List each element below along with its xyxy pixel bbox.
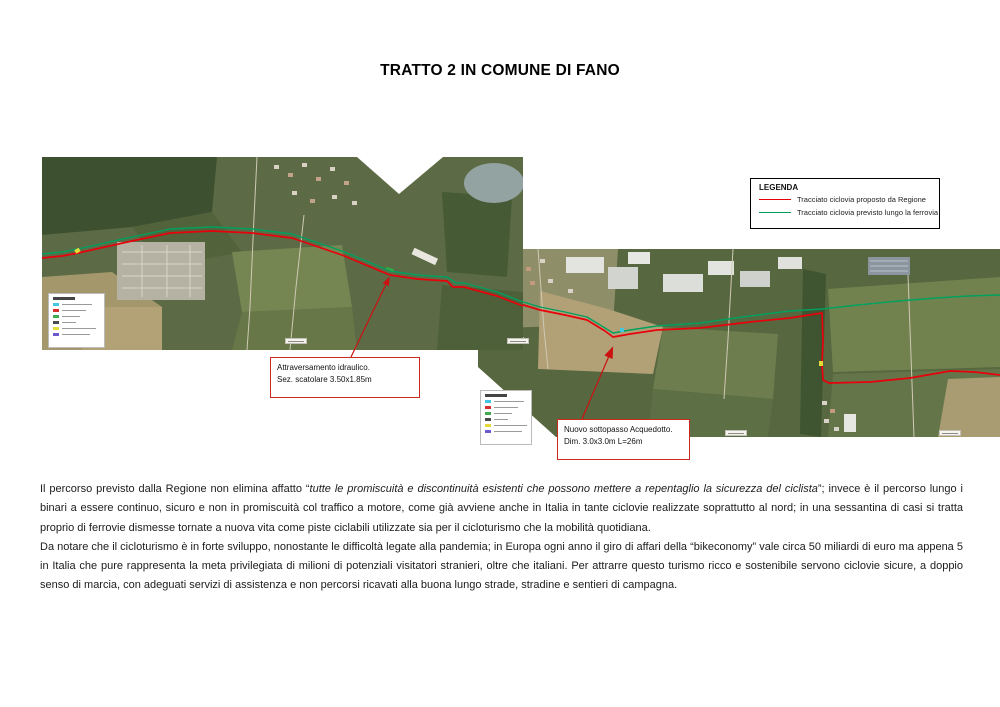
mini-legend-chip (485, 406, 491, 409)
map-right-art (478, 249, 1000, 437)
mini-legend-chip (485, 418, 491, 421)
mini-legend-chip (53, 303, 59, 306)
para1-italic-quote: tutte le promiscuità e discontinuità esistenti che possono mettere a repentaglio la sicurezza del ciclista (309, 483, 818, 495)
para1-before: Il percorso previsto dalla Regione non elimina affatto “ (40, 483, 310, 495)
map-label-chip (725, 430, 747, 436)
legend-box (750, 178, 940, 229)
paragraph-1 (40, 480, 963, 538)
legend-item-label: Tracciato ciclovia previsto lungo la ferrovia (797, 208, 939, 217)
map-label-chip (507, 338, 529, 344)
callout-line: Sez. scatolare 3.50x1.85m (277, 375, 372, 385)
mini-legend-chip (53, 315, 59, 318)
mini-legend-chip (53, 327, 59, 330)
map-mini-legend-left (48, 293, 105, 348)
mini-legend-title (53, 297, 75, 300)
map-left-art (42, 157, 523, 350)
mini-legend-chip (485, 424, 491, 427)
legend-item-regione (759, 195, 931, 204)
legend-item-ferrovia (759, 208, 939, 217)
callout-sottopasso (557, 419, 690, 460)
mini-legend-chip (53, 309, 59, 312)
mini-legend-chip (53, 321, 59, 324)
cyan-marker-icon (620, 328, 624, 332)
callout-line: Attraversamento idraulico. (277, 363, 370, 372)
mini-legend-chip (53, 333, 59, 336)
mini-legend-title (485, 394, 507, 397)
yellow-marker-icon (819, 361, 823, 366)
mini-legend-chip (485, 400, 491, 403)
para1-after: ”; invece è il percorso lungo i binari a essere continuo, sicuro e non in promiscuità col traffico a motore, come già avviene anche in Italia in tante ciclovie realizzate soprattutto al nord; in una sessantina di casi si tratta proprio di ferrovie dismesse tornate a nuova vita come piste ciclabili utilizzate sia per il cicloturismo che la mobilità quotidiana. (40, 483, 963, 534)
callout-attraversamento (270, 357, 420, 398)
body-text-block (40, 480, 963, 596)
map-label-chip (939, 430, 961, 436)
green-line-swatch (759, 212, 791, 214)
satellite-map-left (42, 157, 523, 350)
callout-line: Dim. 3.0x3.0m L=26m (564, 437, 643, 447)
map-mini-legend-right (480, 390, 532, 445)
mini-legend-chip (485, 430, 491, 433)
map-label-chip (285, 338, 307, 344)
paragraph-2: Da notare che il cicloturismo è in forte sviluppo, nonostante le difficoltà legate alla pandemia; in Europa ogni anno il giro di affari della “bikeconomy” vale circa 50 miliardi di euro ma appena 5 in Italia che pure rappresenta la meta privilegiata di milioni di potenziali visitatori stranieri, oltre che italiani. Per attrarre questo turismo ricco e sostenibile servono ciclovie sicure, a doppio senso di marcia, con adeguati servizi di assistenza e non percorsi ricavati alla buona lungo strade, stradine e sentieri di campagna. (40, 540, 963, 592)
satellite-map-right (478, 249, 1000, 437)
red-line-swatch (759, 199, 791, 201)
legend-item-label: Tracciato ciclovia proposto da Regione (797, 195, 926, 204)
legend-title: LEGENDA (759, 183, 799, 192)
mini-legend-chip (485, 412, 491, 415)
callout-line: Nuovo sottopasso Acquedotto. (564, 425, 673, 434)
page-title: TRATTO 2 IN COMUNE DI FANO (380, 62, 620, 79)
